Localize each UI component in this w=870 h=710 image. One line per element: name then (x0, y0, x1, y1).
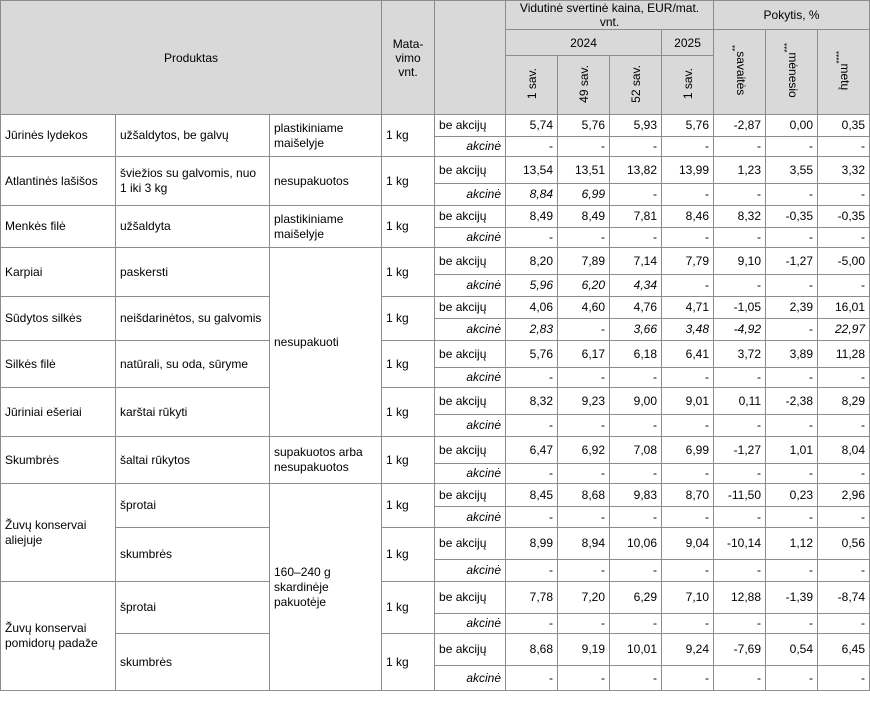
value-cell: - (766, 614, 818, 634)
header-year-2024: 2024 (506, 30, 662, 56)
value-cell: - (558, 415, 610, 437)
value-cell: - (714, 560, 766, 582)
value-cell: - (818, 228, 870, 248)
product-packaging: 160–240 g skardinėje pakuotėje (270, 484, 382, 691)
value-cell: - (766, 228, 818, 248)
value-cell: 8,32 (506, 388, 558, 415)
unit: 1 kg (382, 582, 435, 634)
value-cell: - (766, 137, 818, 157)
value-cell: -10,14 (714, 528, 766, 560)
value-cell: - (662, 184, 714, 206)
value-cell: -0,35 (766, 206, 818, 228)
value-cell: 6,18 (610, 341, 662, 368)
value-cell: -1,05 (714, 297, 766, 319)
value-cell: - (506, 666, 558, 691)
price-type-promo: akcinė (435, 464, 506, 484)
unit: 1 kg (382, 297, 435, 341)
table-body (1, 115, 870, 691)
value-cell: - (714, 666, 766, 691)
product-name: Žuvų konservai aliejuje (1, 484, 116, 582)
value-cell: 0,54 (766, 634, 818, 666)
value-cell: -5,00 (818, 248, 870, 275)
value-cell: 13,54 (506, 157, 558, 184)
value-cell: - (662, 666, 714, 691)
value-cell: 9,00 (610, 388, 662, 415)
unit: 1 kg (382, 157, 435, 206)
product-description: karštai rūkyti (116, 388, 270, 437)
product-name: Jūriniai ešeriai (1, 388, 116, 437)
product-description: šaltai rūkytos (116, 437, 270, 484)
unit: 1 kg (382, 206, 435, 248)
header-2025-week-1: 1 sav. (662, 56, 714, 115)
value-cell: - (662, 415, 714, 437)
price-type-regular: be akcijų (435, 115, 506, 137)
value-cell: - (610, 464, 662, 484)
value-cell: - (766, 666, 818, 691)
value-cell: 2,96 (818, 484, 870, 507)
value-cell: 12,88 (714, 582, 766, 614)
table-row (1, 206, 870, 228)
price-type-regular: be akcijų (435, 206, 506, 228)
value-cell: 6,45 (818, 634, 870, 666)
value-cell: -11,50 (714, 484, 766, 507)
value-cell: - (610, 666, 662, 691)
price-type-regular: be akcijų (435, 157, 506, 184)
value-cell: 6,47 (506, 437, 558, 464)
value-cell: 1,01 (766, 437, 818, 464)
table-row (1, 634, 870, 666)
value-cell: 4,60 (558, 297, 610, 319)
value-cell: 8,49 (558, 206, 610, 228)
header-price-type (435, 1, 506, 115)
table-row (1, 297, 870, 319)
product-description: šprotai (116, 582, 270, 634)
value-cell: 2,83 (506, 319, 558, 341)
header-year-change: metų**** (818, 30, 870, 115)
value-cell: -2,38 (766, 388, 818, 415)
value-cell: - (662, 228, 714, 248)
unit: 1 kg (382, 437, 435, 484)
value-cell: 4,34 (610, 275, 662, 297)
table-row (1, 115, 870, 137)
value-cell: -4,92 (714, 319, 766, 341)
value-cell: 11,28 (818, 341, 870, 368)
price-type-regular: be akcijų (435, 484, 506, 507)
value-cell: 6,99 (662, 437, 714, 464)
table-row (1, 157, 870, 184)
value-cell: - (662, 137, 714, 157)
value-cell: - (662, 507, 714, 528)
value-cell: - (610, 137, 662, 157)
value-cell: 4,76 (610, 297, 662, 319)
value-cell: - (558, 228, 610, 248)
value-cell: 16,01 (818, 297, 870, 319)
header-produktas: Produktas (1, 1, 382, 115)
value-cell: 1,23 (714, 157, 766, 184)
value-cell: - (558, 560, 610, 582)
value-cell: 5,76 (662, 115, 714, 137)
value-cell: -2,87 (714, 115, 766, 137)
value-cell: - (714, 614, 766, 634)
value-cell: 8,94 (558, 528, 610, 560)
value-cell: - (558, 319, 610, 341)
value-cell: 6,17 (558, 341, 610, 368)
value-cell: - (714, 228, 766, 248)
value-cell: 3,32 (818, 157, 870, 184)
value-cell: - (766, 560, 818, 582)
value-cell: - (610, 507, 662, 528)
value-cell: 5,93 (610, 115, 662, 137)
value-cell: 7,89 (558, 248, 610, 275)
table-row (1, 248, 870, 275)
unit: 1 kg (382, 248, 435, 297)
value-cell: 0,00 (766, 115, 818, 137)
value-cell: -7,69 (714, 634, 766, 666)
product-name: Karpiai (1, 248, 116, 297)
value-cell: - (610, 368, 662, 388)
value-cell: 8,29 (818, 388, 870, 415)
price-type-promo: akcinė (435, 666, 506, 691)
value-cell: 2,39 (766, 297, 818, 319)
price-type-promo: akcinė (435, 184, 506, 206)
value-cell: - (558, 614, 610, 634)
header-unit: Mata- vimo vnt. (382, 1, 435, 115)
price-type-promo: akcinė (435, 275, 506, 297)
value-cell: 8,04 (818, 437, 870, 464)
value-cell: - (662, 614, 714, 634)
header-avg-price: Vidutinė svertinė kaina, EUR/mat. vnt. (506, 1, 714, 30)
value-cell: - (818, 415, 870, 437)
table-row (1, 582, 870, 614)
value-cell: 3,55 (766, 157, 818, 184)
value-cell: 8,32 (714, 206, 766, 228)
value-cell: - (506, 137, 558, 157)
product-description: skumbrės (116, 528, 270, 582)
value-cell: - (766, 464, 818, 484)
value-cell: 10,06 (610, 528, 662, 560)
product-description: užšaldyta (116, 206, 270, 248)
value-cell: -1,27 (714, 437, 766, 464)
unit: 1 kg (382, 528, 435, 582)
value-cell: 8,45 (506, 484, 558, 507)
value-cell: 8,70 (662, 484, 714, 507)
product-packaging: nesupakuotos (270, 157, 382, 206)
value-cell: - (818, 368, 870, 388)
product-packaging: supakuotos arba nesupakuotos (270, 437, 382, 484)
value-cell: 3,89 (766, 341, 818, 368)
product-description: natūrali, su oda, sūryme (116, 341, 270, 388)
product-description: skumbrės (116, 634, 270, 691)
table-row (1, 484, 870, 507)
value-cell: - (714, 368, 766, 388)
value-cell: 0,11 (714, 388, 766, 415)
value-cell: 9,23 (558, 388, 610, 415)
value-cell: - (766, 319, 818, 341)
value-cell: 7,20 (558, 582, 610, 614)
value-cell: 0,56 (818, 528, 870, 560)
value-cell: - (610, 184, 662, 206)
value-cell: 4,06 (506, 297, 558, 319)
value-cell: 6,99 (558, 184, 610, 206)
unit: 1 kg (382, 634, 435, 691)
value-cell: - (506, 368, 558, 388)
value-cell: 9,01 (662, 388, 714, 415)
value-cell: 7,81 (610, 206, 662, 228)
price-type-promo: akcinė (435, 614, 506, 634)
product-name: Skumbrės (1, 437, 116, 484)
value-cell: - (714, 137, 766, 157)
value-cell: - (558, 464, 610, 484)
value-cell: - (662, 275, 714, 297)
value-cell: 8,84 (506, 184, 558, 206)
price-type-promo: akcinė (435, 560, 506, 582)
value-cell: - (818, 614, 870, 634)
header-month-change: mėnesio*** (766, 30, 818, 115)
price-type-promo: akcinė (435, 368, 506, 388)
value-cell: -8,74 (818, 582, 870, 614)
value-cell: - (818, 137, 870, 157)
value-cell: 8,46 (662, 206, 714, 228)
value-cell: - (506, 614, 558, 634)
product-name: Menkės filė (1, 206, 116, 248)
value-cell: 9,83 (610, 484, 662, 507)
value-cell: 6,29 (610, 582, 662, 614)
unit: 1 kg (382, 115, 435, 157)
header-year-2025: 2025 (662, 30, 714, 56)
value-cell: - (766, 507, 818, 528)
value-cell: - (766, 275, 818, 297)
value-cell: 5,96 (506, 275, 558, 297)
table-row (1, 528, 870, 560)
value-cell: 10,01 (610, 634, 662, 666)
value-cell: 4,71 (662, 297, 714, 319)
value-cell: - (558, 137, 610, 157)
value-cell: - (610, 560, 662, 582)
value-cell: - (506, 464, 558, 484)
value-cell: 3,48 (662, 319, 714, 341)
product-name: Žuvų konservai pomidorų padaže (1, 582, 116, 691)
value-cell: - (610, 228, 662, 248)
value-cell: 7,14 (610, 248, 662, 275)
value-cell: 9,10 (714, 248, 766, 275)
price-type-regular: be akcijų (435, 341, 506, 368)
value-cell: -1,27 (766, 248, 818, 275)
value-cell: - (818, 560, 870, 582)
value-cell: - (818, 184, 870, 206)
product-name: Silkės filė (1, 341, 116, 388)
value-cell: 5,76 (506, 341, 558, 368)
value-cell: 0,23 (766, 484, 818, 507)
value-cell: 9,19 (558, 634, 610, 666)
product-description: užšaldytos, be galvų (116, 115, 270, 157)
value-cell: 1,12 (766, 528, 818, 560)
table-row (1, 437, 870, 464)
value-cell: 6,20 (558, 275, 610, 297)
value-cell: - (506, 415, 558, 437)
product-name: Jūrinės lydekos (1, 115, 116, 157)
value-cell: - (662, 368, 714, 388)
price-type-promo: akcinė (435, 228, 506, 248)
value-cell: 8,99 (506, 528, 558, 560)
value-cell: - (662, 464, 714, 484)
value-cell: 7,78 (506, 582, 558, 614)
header-2024-week-52: 52 sav. (610, 56, 662, 115)
value-cell: 13,51 (558, 157, 610, 184)
price-type-promo: akcinė (435, 507, 506, 528)
unit: 1 kg (382, 484, 435, 528)
unit: 1 kg (382, 388, 435, 437)
value-cell: - (506, 560, 558, 582)
value-cell: 7,10 (662, 582, 714, 614)
value-cell: - (766, 415, 818, 437)
value-cell: - (558, 507, 610, 528)
price-type-regular: be akcijų (435, 388, 506, 415)
value-cell: 8,20 (506, 248, 558, 275)
product-description: neišdarinėtos, su galvomis (116, 297, 270, 341)
product-packaging: plastikiniame maišelyje (270, 115, 382, 157)
value-cell: - (818, 275, 870, 297)
value-cell: - (818, 464, 870, 484)
header-week-change: savaitės** (714, 30, 766, 115)
value-cell: - (506, 228, 558, 248)
table-row (1, 388, 870, 415)
value-cell: -1,39 (766, 582, 818, 614)
product-description: paskersti (116, 248, 270, 297)
value-cell: 7,79 (662, 248, 714, 275)
price-type-regular: be akcijų (435, 437, 506, 464)
value-cell: - (714, 415, 766, 437)
value-cell: 6,41 (662, 341, 714, 368)
product-description: šprotai (116, 484, 270, 528)
value-cell: 6,92 (558, 437, 610, 464)
value-cell: 3,72 (714, 341, 766, 368)
value-cell: 8,49 (506, 206, 558, 228)
value-cell: 8,68 (558, 484, 610, 507)
product-name: Atlantinės lašišos (1, 157, 116, 206)
table-row (1, 341, 870, 368)
value-cell: - (766, 368, 818, 388)
price-type-promo: akcinė (435, 137, 506, 157)
value-cell: - (714, 275, 766, 297)
value-cell: - (662, 560, 714, 582)
value-cell: 5,74 (506, 115, 558, 137)
value-cell: - (766, 184, 818, 206)
price-type-regular: be akcijų (435, 582, 506, 614)
value-cell: 9,04 (662, 528, 714, 560)
value-cell: - (714, 507, 766, 528)
header-2024-week-1: 1 sav. (506, 56, 558, 115)
value-cell: -0,35 (818, 206, 870, 228)
value-cell: - (818, 666, 870, 691)
product-packaging: plastikiniame maišelyje (270, 206, 382, 248)
value-cell: 8,68 (506, 634, 558, 666)
header-change: Pokytis, % (714, 1, 870, 30)
value-cell: 7,08 (610, 437, 662, 464)
value-cell: 22,97 (818, 319, 870, 341)
product-description: šviežios su galvomis, nuo 1 iki 3 kg (116, 157, 270, 206)
value-cell: 13,82 (610, 157, 662, 184)
value-cell: - (714, 184, 766, 206)
value-cell: - (610, 614, 662, 634)
price-type-promo: akcinė (435, 415, 506, 437)
unit: 1 kg (382, 341, 435, 388)
value-cell: - (558, 368, 610, 388)
header-2024-week-49: 49 sav. (558, 56, 610, 115)
product-name: Sūdytos silkės (1, 297, 116, 341)
product-packaging: nesupakuoti (270, 248, 382, 437)
value-cell: 13,99 (662, 157, 714, 184)
price-type-promo: akcinė (435, 319, 506, 341)
value-cell: 0,35 (818, 115, 870, 137)
value-cell: 3,66 (610, 319, 662, 341)
value-cell: - (610, 415, 662, 437)
value-cell: 5,76 (558, 115, 610, 137)
value-cell: - (818, 507, 870, 528)
price-type-regular: be akcijų (435, 248, 506, 275)
value-cell: - (714, 464, 766, 484)
value-cell: - (506, 507, 558, 528)
price-type-regular: be akcijų (435, 528, 506, 560)
price-type-regular: be akcijų (435, 297, 506, 319)
value-cell: - (558, 666, 610, 691)
value-cell: 9,24 (662, 634, 714, 666)
price-type-regular: be akcijų (435, 634, 506, 666)
